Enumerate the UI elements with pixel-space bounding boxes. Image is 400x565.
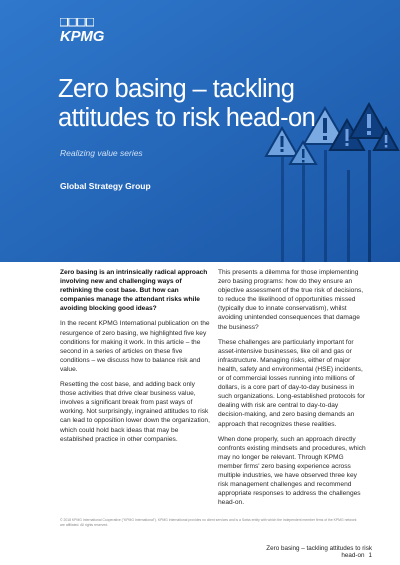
page-footer xyxy=(260,545,372,559)
kpmg-logo-mark xyxy=(60,18,94,27)
body-paragraph: This presents a dilemma for those implementing zero basing programs: how do they ensure an objective assessment of the true risk of decisions, to reduce the likelihood of opportunities missed (typically due to innate conservatism), whilst avoiding unintended consequences that damage the business? xyxy=(218,269,364,331)
footer-label: Zero basing – tackling attitudes to risk head-on xyxy=(266,545,372,559)
body-column-right xyxy=(218,268,366,513)
body-column-left xyxy=(60,268,212,450)
group-label: Global Strategy Group xyxy=(60,181,151,191)
body-paragraph: When done properly, such an approach directly confronts existing mindsets and procedures, which may no longer be relevant. Through KPMG member firms' zero basing experience across multiple industries, we have observed three key risk management challenges and recommend appropriate responses to address the challenges head-on. xyxy=(218,435,366,507)
body-paragraph: These challenges are particularly important for asset-intensive businesses, like oil and gas or infrastructure. Managing risks, either of major health, safety and environmental (HSE) incidents, or of commercial losses running into millions of dollars, is a core part of day-to-day business in such organizations. Long-established protocols for dealing with risk are central to day-to-day decision-making, and zero basing demands an approach that recognizes these realities. xyxy=(218,338,365,428)
lead-paragraph: Zero basing is an intrinsically radical approach involving new and challenging ways of rethinking the cost base. But how can companies manage the attendant risks while avoiding blocking good ideas? xyxy=(60,269,208,313)
body-paragraph: In the recent KPMG International publication on the resurgence of zero basing, we highlighted five key conditions for making it work. In this article – the second in a series of articles on these five conditions – we discuss how to balance risk and value. xyxy=(60,320,210,373)
copyright-footnote: © 2018 KPMG International Cooperative ("KPMG International"). KPMG International provides no client services and is a Swiss entity with which the independent member firms of the KPMG network are affiliated. All rights reserved. xyxy=(60,518,357,527)
body-paragraph: Resetting the cost base, and adding back only those activities that drive clear business value, involves a significant break from past ways of working. Not surprisingly, ingrained attitudes to risk can lead to opposition lower down the organization, which could hold back ideas that may be established practice in other companies. xyxy=(60,381,210,443)
kpmg-logo: KPMG xyxy=(60,28,105,45)
series-label: Realizing value series xyxy=(60,148,143,158)
hero-banner xyxy=(0,0,400,262)
page-number: 1 xyxy=(368,552,372,559)
page-title: Zero basing – tackling attitudes to risk head-on xyxy=(58,75,316,133)
